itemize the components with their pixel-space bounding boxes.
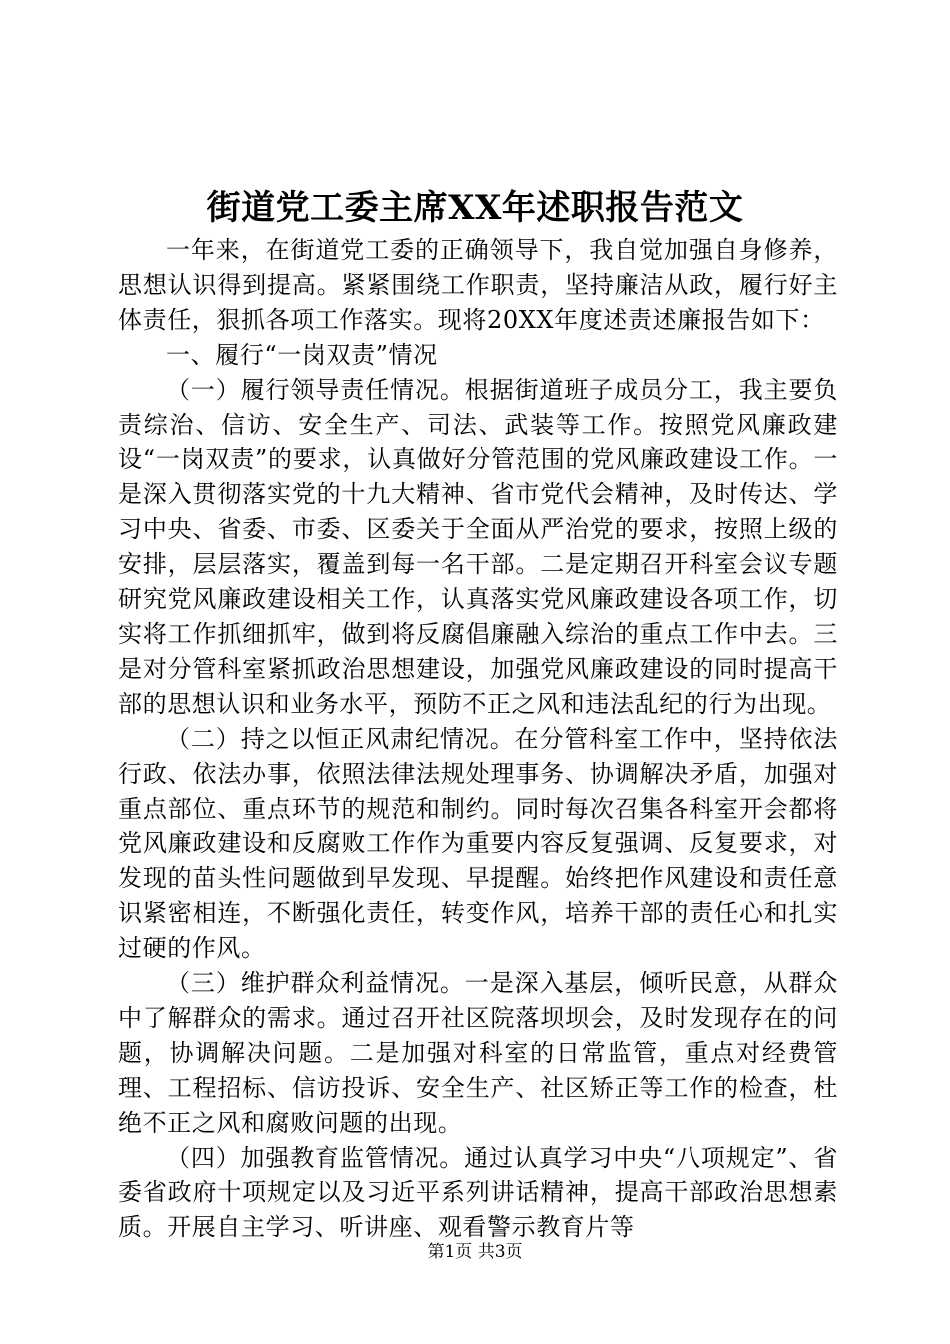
document-body [118,233,838,1245]
section-heading: 一、履行“一岗双责”情况 [166,340,438,369]
intro-paragraph: 一年来，在街道党工委的正确领导下，我自觉加强自身修养，思想认识得到提高。紧紧围绕工作职责，坚持廉洁从政，履行好主体责任，狠抓各项工作落实。现将20XX年度述责述廉报告如下： [118,236,838,334]
paragraph-discipline: （二）持之以恒正风肃纪情况。在分管科室工作中，坚持依法行政、依法办事，依照法律法规处理事务、协调解决矛盾，加强对重点部位、重点环节的规范和制约。同时每次召集各科室开会都将党风廉政建设和反腐败工作作为重要内容反复强调、反复要求，对发现的苗头性问题做到早发现、早提醒。始终把作风建设和责任意识紧密相连，不断强化责任，转变作风，培养干部的责任心和扎实过硬的作风。 [118,724,838,963]
paragraph-leadership-responsibility: （一）履行领导责任情况。根据街道班子成员分工，我主要负责综治、信访、安全生产、司法、武装等工作。按照党风廉政建设“一岗双责”的要求，认真做好分管范围的党风廉政建设工作。一是深入贯彻落实党的十九大精神、省市党代会精神，及时传达、学习中央、省委、市委、区委关于全面从严治党的要求，按照上级的安排，层层落实，覆盖到每一名干部。二是定期召开科室会议专题研究党风廉政建设相关工作，认真落实党风廉政建设各项工作，切实将工作抓细抓牢，做到将反腐倡廉融入综治的重点工作中去。三是对分管科室紧抓政治思想建设，加强党风廉政建设的同时提高干部的思想认识和业务水平，预防不正之风和违法乱纪的行为出现。 [118,375,838,718]
document-title: 街道党工委主席XX年述职报告范文 [206,188,744,228]
paragraph-public-interest: （三）维护群众利益情况。一是深入基层，倾听民意，从群众中了解群众的需求。通过召开社区院落坝坝会，及时发现存在的问题，协调解决问题。二是加强对科室的日常监管，重点对经费管理、工程招标、信访投诉、安全生产、社区矫正等工作的检查，杜绝不正之风和腐败问题的出现。 [118,969,838,1137]
page-number-footer: 第1页 共3页 [427,1242,523,1262]
paragraph-education-supervision: （四）加强教育监管情况。通过认真学习中央“八项规定”、省委省政府十项规定以及习近平系列讲话精神，提高干部政治思想素质。开展自主学习、听讲座、观看警示教育片等 [118,1143,838,1242]
